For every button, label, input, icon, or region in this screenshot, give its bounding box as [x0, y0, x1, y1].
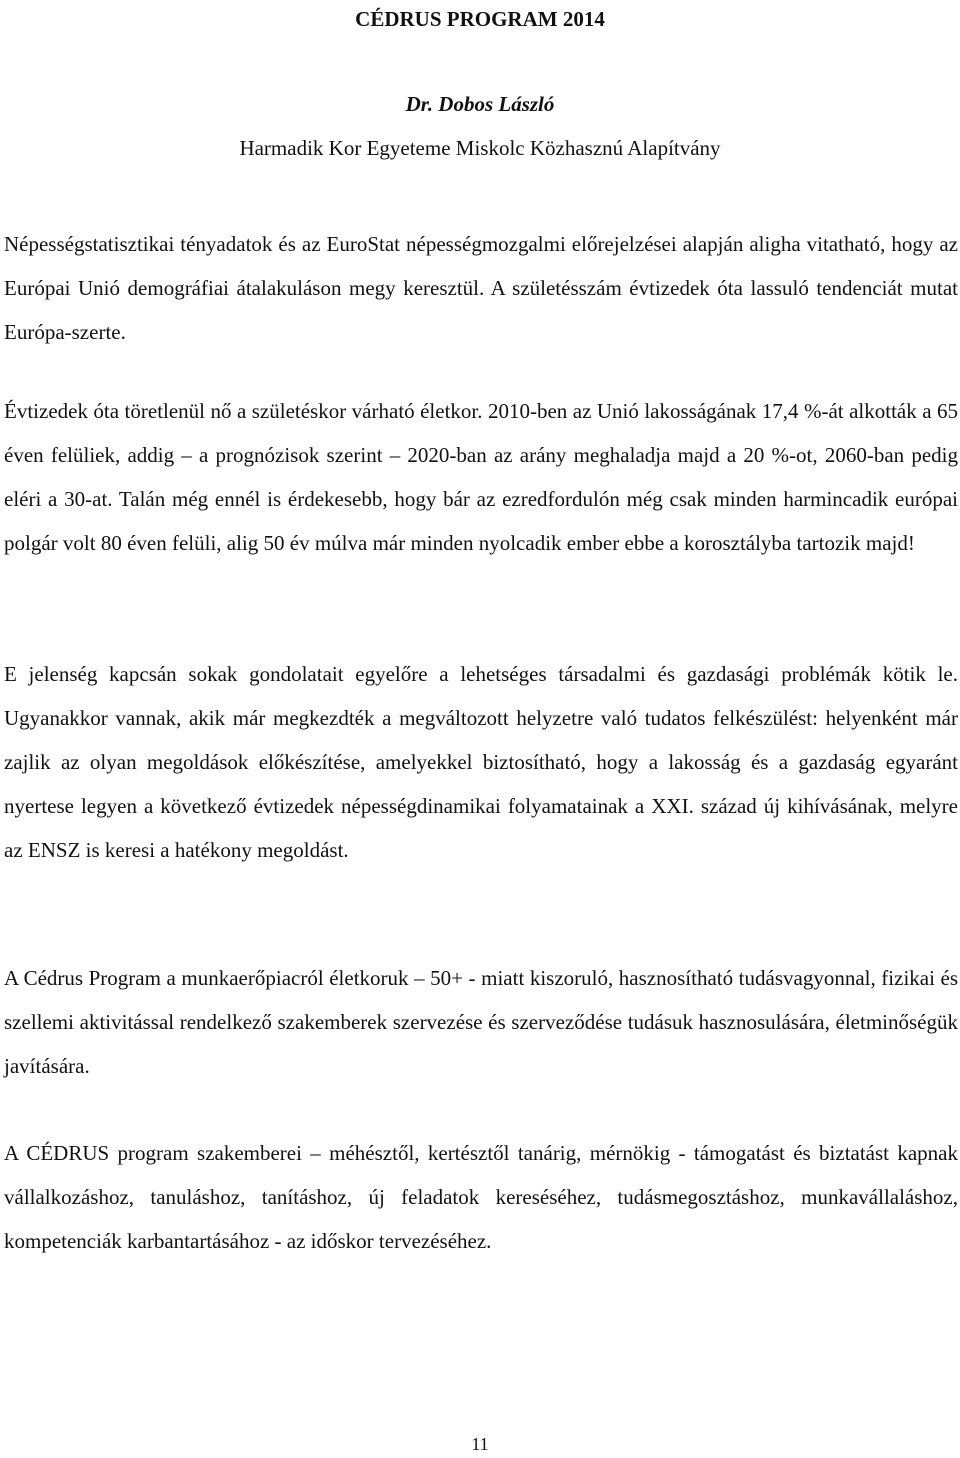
page-number: 11 — [471, 1434, 489, 1454]
body-paragraph: E jelenség kapcsán sokak gondolatait egyelőre a lehetséges társadalmi és gazdasági problémák kötik le. Ugyanakkor vannak, akik már megkezdték a megváltozott helyzetre való tudatos felkészülést: helyenként már zajlik az olyan megoldások előkészítése, amelyekkel biztosítható, hogy a lakosság és a gazdaság egyaránt nyertese legyen a következő évtizedek népességdinamikai folyamatainak a XXI. század új kihívásának, melyre az ENSZ is keresi a hatékony megoldást. — [4, 662, 958, 862]
body-paragraph: A CÉDRUS program szakemberei – méhésztől, kertésztől tanárig, mérnökig - támogatást és biztatást kapnak vállalkozáshoz, tanuláshoz, tanításhoz, új feladatok kereséséhez, tudásmegosztáshoz, munkavállaláshoz, kompetenciák karbantartásához - az időskor tervezéséhez. — [4, 1141, 958, 1253]
document-title: CÉDRUS PROGRAM 2014 — [355, 7, 605, 31]
author-affiliation: Harmadik Kor Egyeteme Miskolc Közhasznú Alapítvány — [239, 136, 721, 160]
body-paragraph: A Cédrus Program a munkaerőpiacról életkoruk – 50+ - miatt kiszoruló, hasznosítható tudásvagyonnal, fizikai és szellemi aktivitással rendelkező szakemberek szervezése és szerveződése tudásuk hasznosulására, életminőségük javítására. — [4, 966, 958, 1078]
body-paragraph: Népességstatisztikai tényadatok és az EuroStat népességmozgalmi előrejelzései alapján aligha vitatható, hogy az Európai Unió demográfiai átalakuláson megy keresztül. A születésszám évtizedek óta lassuló tendenciát mutat Európa-szerte. — [4, 232, 958, 344]
author-name: Dr. Dobos László — [405, 92, 555, 116]
body-paragraph: Évtizedek óta töretlenül nő a születéskor várható életkor. 2010-ben az Unió lakosságának 17,4 %-át alkották a 65 éven felüliek, addig – a prognózisok szerint – 2020-ban az arány meghaladja majd a 20 %-ot, 2060-ban pedig eléri a 30-at. Talán még ennél is érdekesebb, hogy bár az ezredfordulón még csak minden harmincadik európai polgár volt 80 éven felüli, alig 50 év múlva már minden nyolcadik ember ebbe a korosztályba tartozik majd! — [4, 399, 958, 555]
